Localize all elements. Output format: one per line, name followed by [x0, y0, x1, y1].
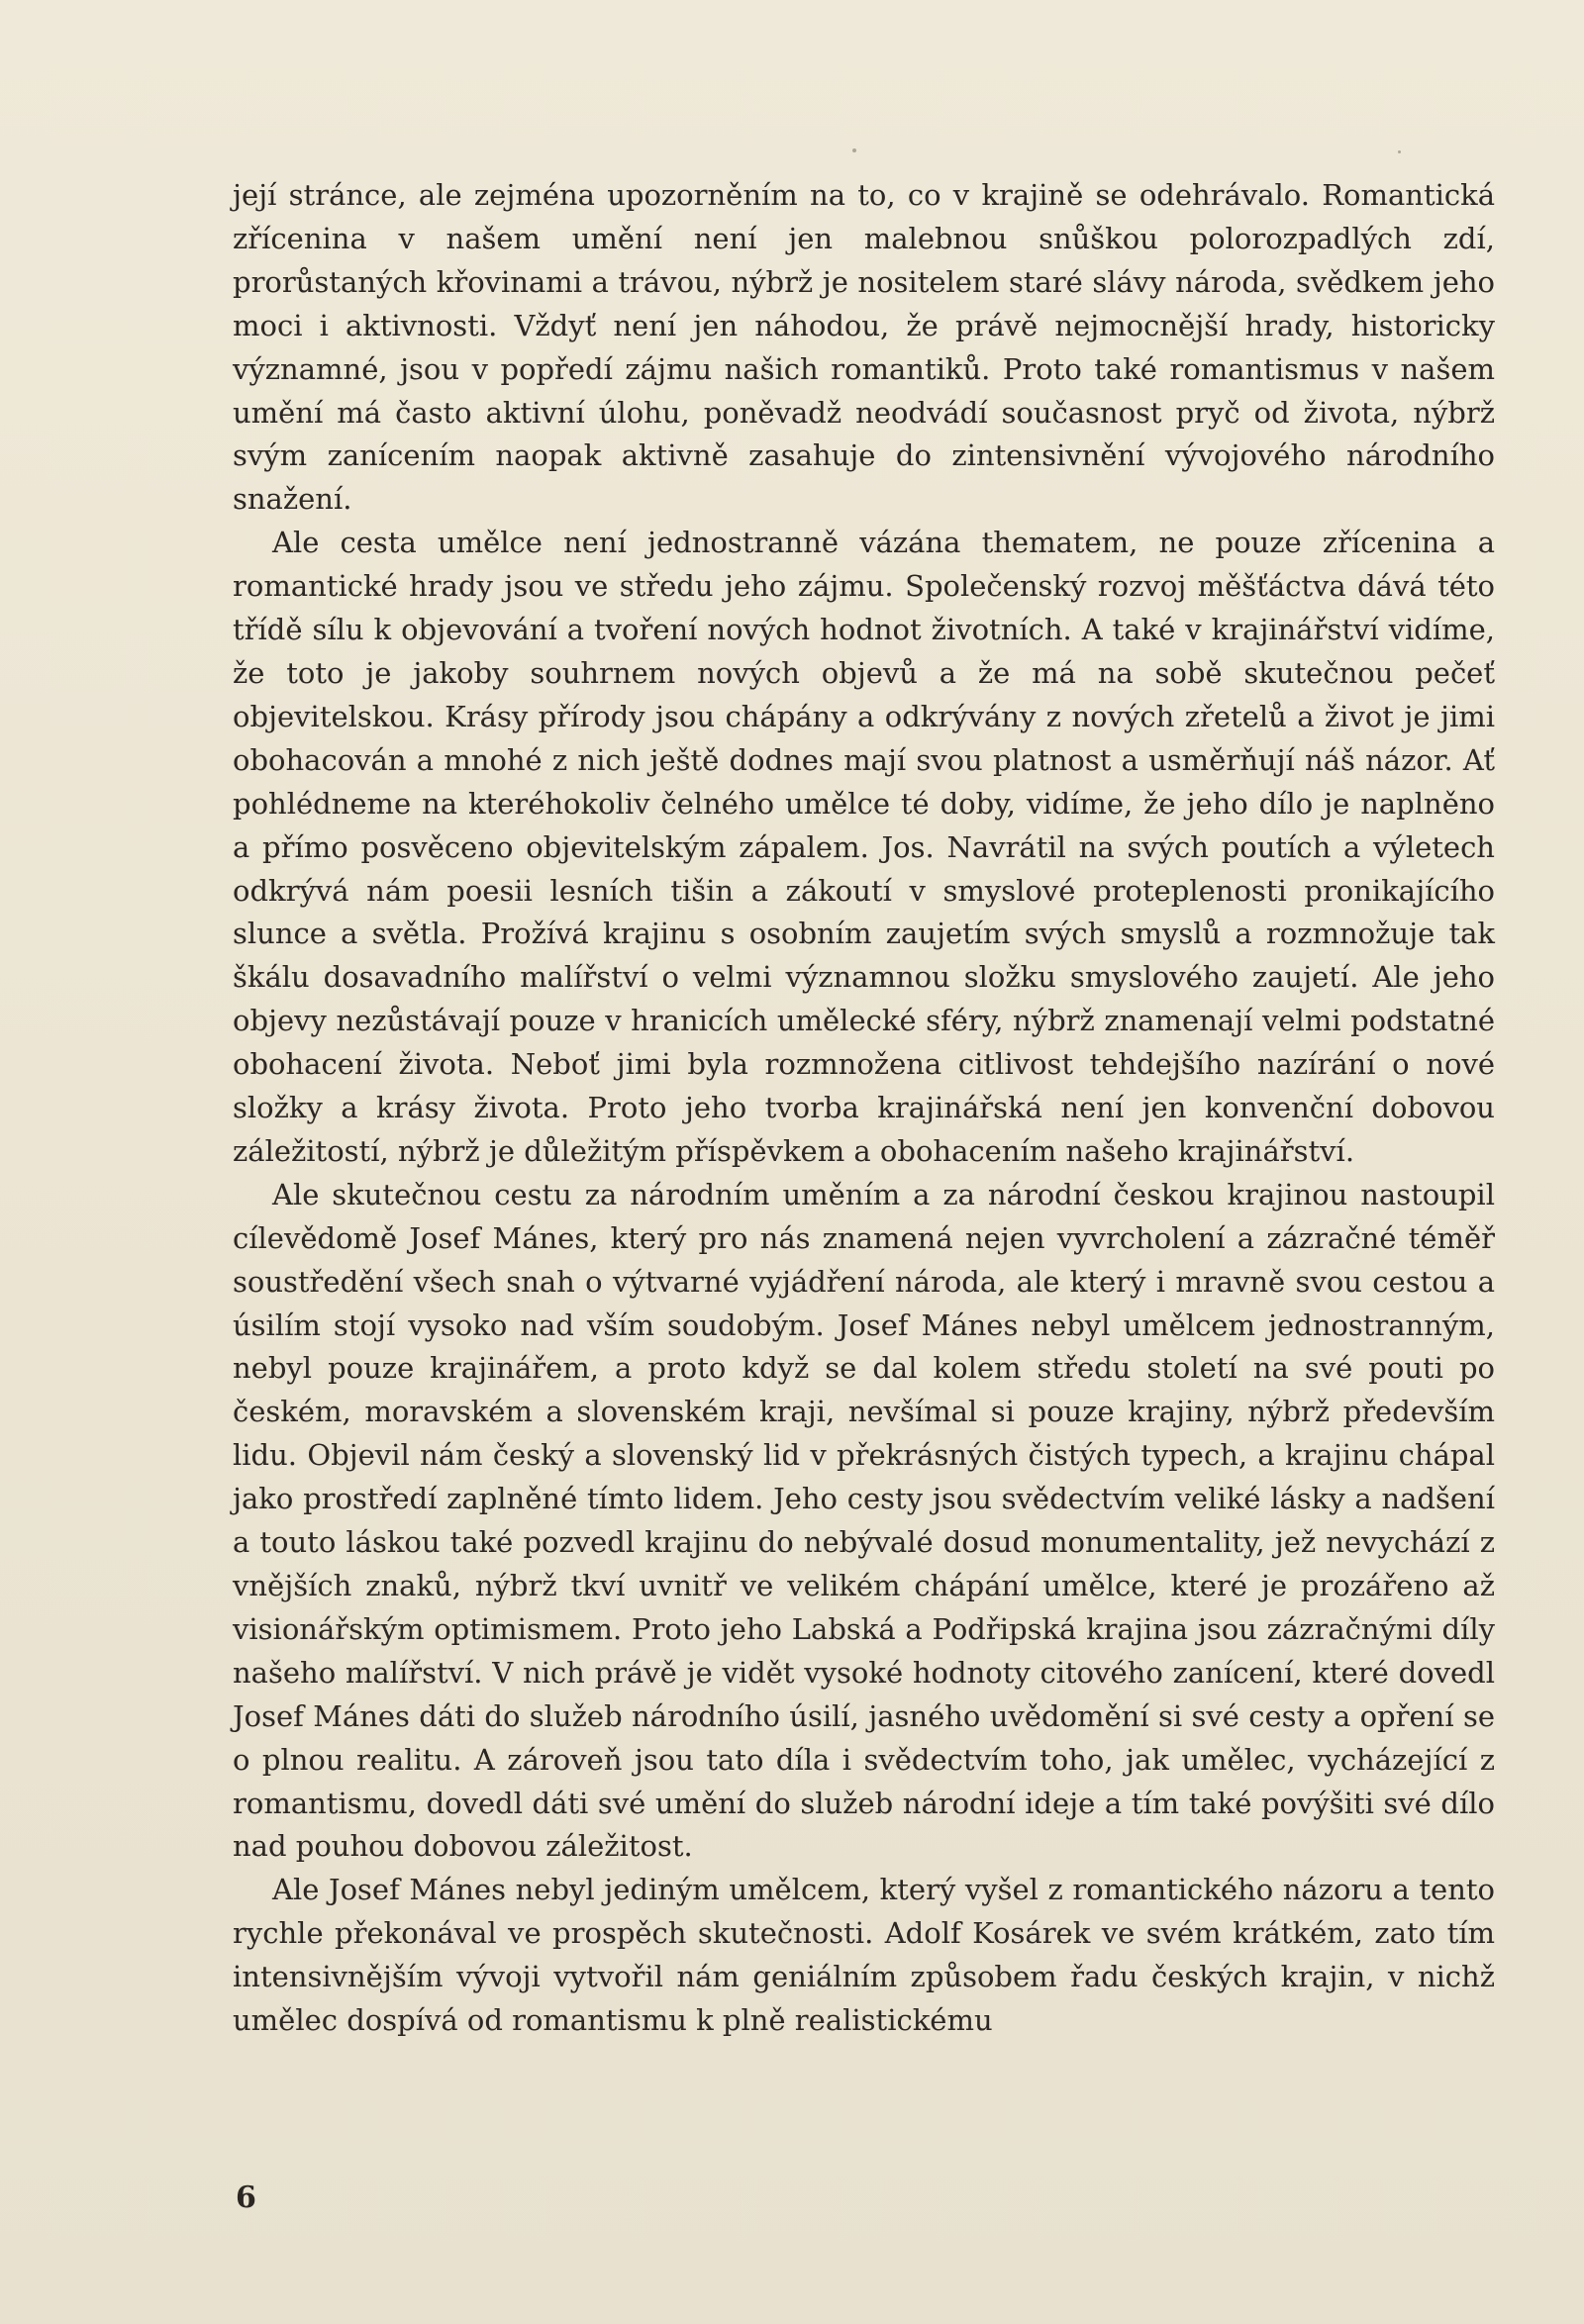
paragraph-2: Ale cesta umělce není jednostranně vázána thematem, ne pouze zřícenina a romantické hrady jsou ve středu jeho zájmu. Společenský rozvoj měšťáctva dává této třídě sílu k objevování a tvoření nových hodnot životních. A také v krajinářství vidíme, že toto je jakoby souhrnem nových objevů a že má na sobě skutečnou pečeť objevitelskou. Krásy přírody jsou chápány a odkrývány z nových zřetelů a život je jimi obohacován a mnohé z nich ještě dodnes mají svou platnost a usměrňují náš názor. Ať pohlédneme na kteréhokoliv čelného umělce té doby, vidíme, že jeho dílo je naplněno a přímo posvěceno objevitelským zápalem. Jos. Navrátil na svých poutích a výletech odkrývá nám poesii lesních tišin a zákoutí v smyslové proteplenosti pronikajícího slunce a světla. Prožívá krajinu s osobním zaujetím svých smyslů a rozmnožuje tak škálu dosavadního malířství o velmi významnou složku smyslového zaujetí. Ale jeho objevy nezůstávají pouze v hranicích umělecké sféry, nýbrž znamenají velmi podstatné obohacení života. Neboť jimi byla rozmnožena citlivost tehdejšího nazírání o nové složky a krásy života. Proto jeho tvorba krajinářská není jen konvenční dobovou záležitostí, nýbrž je důležitým příspěvkem a obohacením našeho krajinářství.	[233, 526, 1495, 1168]
ink-speck	[852, 148, 856, 152]
paragraph-4: Ale Josef Mánes nebyl jediným umělcem, který vyšel z romantického názoru a tento rychle překonával ve prospěch skutečnosti. Adolf Kosárek ve svém krátkém, zato tím intensivnějším vývoji vytvořil nám geniálním způsobem řadu českých krajin, v nichž umělec dospívá od romantismu k plně realistickému	[233, 1873, 1495, 2038]
paragraph-3: Ale skutečnou cestu za národním uměním a za národní českou krajinou nastoupil cílevědomě Josef Mánes, který pro nás znamená nejen vyvrcholení a zázračné téměř soustředění všech snah o výtvarné vyjádření národa, ale který i mravně svou cestou a úsilím stojí vysoko nad vším soudobým. Josef Mánes nebyl umělcem jednostranným, nebyl pouze krajinářem, a proto když se dal kolem středu století na své pouti po českém, moravském a slovenském kraji, nevšímal si pouze krajiny, nýbrž především lidu. Objevil nám český a slovenský lid v překrásných čistých typech, a krajinu chápal jako prostředí zaplněné tímto lidem. Jeho cesty jsou svědectvím veliké lásky a nadšení a touto láskou také pozvedl krajinu do nebývalé dosud monumentality, jež nevychází z vnějších znaků, nýbrž tkví uvnitř ve velikém chápání umělce, které je prozářeno až visionářským optimismem. Proto jeho Labská a Podřipská krajina jsou zázračnými díly našeho malířství. V nich právě je vidět vysoké hodnoty citového zanícení, které dovedl Josef Mánes dáti do služeb národního úsilí, jasného uvědomění si své cesty a opření se o plnou realitu. A zároveň jsou tato díla i svědectvím toho, jak umělec, vycházející z romantismu, dovedl dáti své umění do služeb národní ideje a tím také povýšiti své dílo nad pouhou dobovou záležitost.	[233, 1177, 1495, 1864]
page-number: 6	[236, 2180, 256, 2215]
paragraph-1: její stránce, ale zejména upozorněním na to, co v krajině se odehrávalo. Romantická zřícenina v našem umění není jen malebnou snůškou polorozpadlých zdí, prorůstaných křovinami a trávou, nýbrž je nositelem staré slávy národa, svědkem jeho moci i aktivnosti. Vždyť není jen náhodou, že právě nejmocnější hrady, historicky významné, jsou v popředí zájmu našich romantiků. Proto také romantismus v našem umění má často aktivní úlohu, poněvadž neodvádí současnost pryč od života, nýbrž svým zanícením naopak aktivně zasahuje do zintensivnění vývojového národního snažení.	[233, 178, 1495, 517]
body-text	[233, 174, 1495, 2043]
ink-speck	[1398, 150, 1401, 153]
